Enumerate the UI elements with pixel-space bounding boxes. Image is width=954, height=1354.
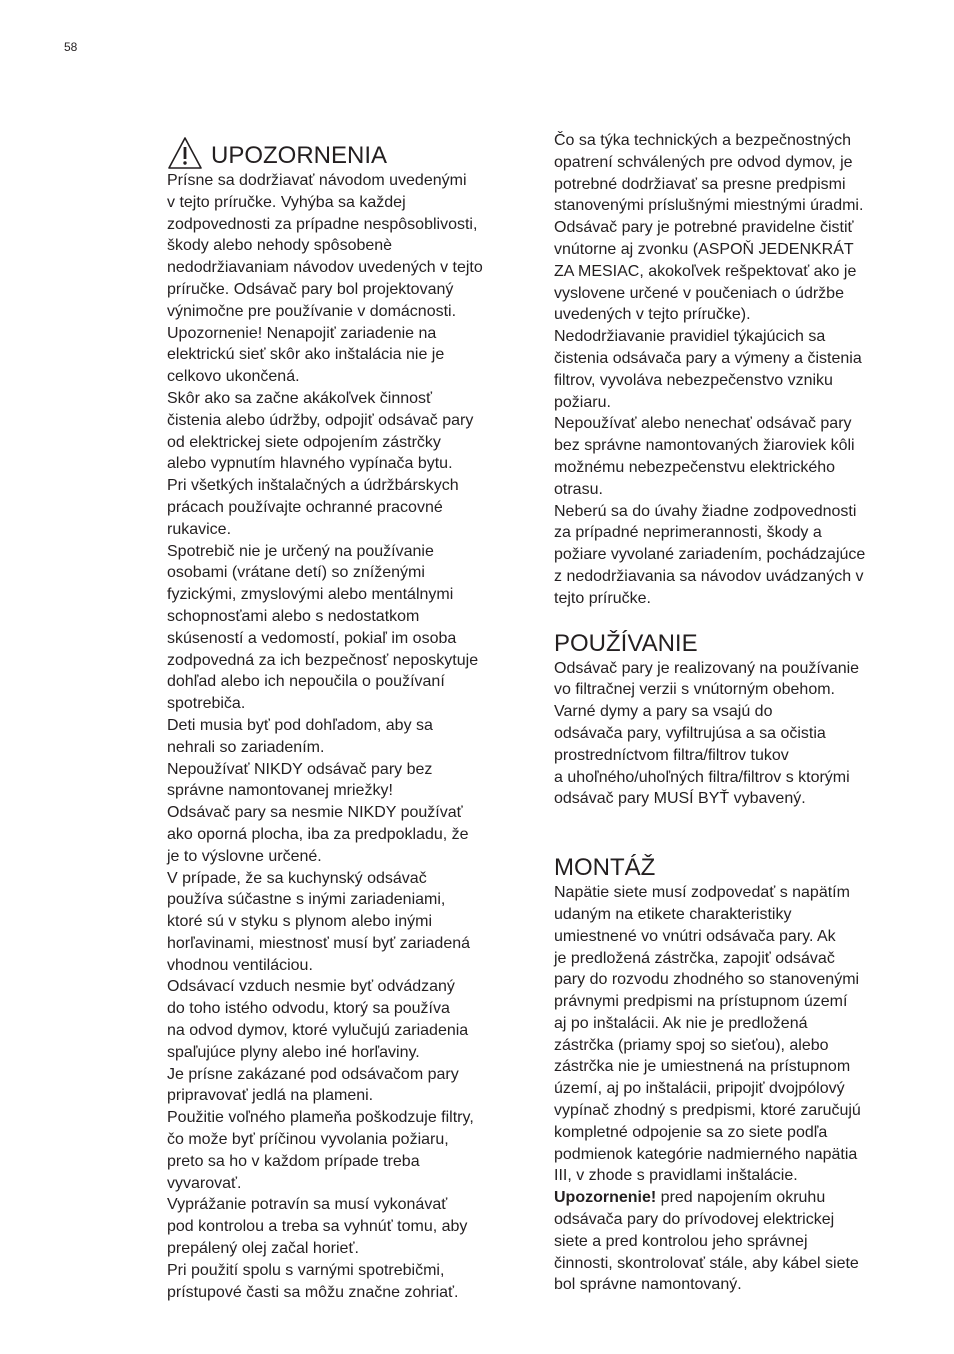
text-line: vypínač zhodný s predpismi, ktoré zaručujú [554,1102,861,1120]
text-line: tejto príručke. [554,589,651,607]
text-line: v tejto príručke. Vyhýba sa každej [167,193,406,211]
text-line: uvedených v tejto príručke). [554,306,751,324]
text-line: pripravovať jedlá na plameni. [167,1087,374,1105]
text-line: Prísne sa dodržiavať návodom uvedenými [167,172,467,189]
text-line: Neberú sa do úvahy žiadne zodpovednosti [554,502,857,520]
text-line: Čo sa týka technických a bezpečnostných [554,132,852,149]
text-line: čistenia alebo údržby, odpojiť odsávač pary [167,411,474,429]
text-line: dohľad alebo ich nepoučila o používaní [167,673,445,691]
text-line: siete a pred kontrolou jeho správnej [554,1232,808,1250]
usage-heading: POUŽÍVANIE [554,629,698,657]
text-line: odsávača pary, vyfiltrujúsa a sa očistia [554,724,826,742]
text-line: potrebné dodržiavať sa presne predpismi [554,175,846,193]
text-line: a uhoľného/uhoľných filtra/filtrov s ktorými [554,768,850,786]
text-line: nedodržiavaniam návodov uvedených v tejto [167,259,483,277]
text-line: odsávač pary MUSÍ BYŤ vybavený. [554,790,806,808]
text-line: Nepoužívať alebo nenechať odsávač pary [554,415,852,433]
text-line: opatrení schválených pre odvod dymov, je [554,153,853,171]
text-line: rukavice. [167,520,232,538]
text-line: preto sa ho v každom prípade treba [167,1152,420,1170]
text-line: požiaru. [554,393,611,411]
text-line: udaným na etikete charakteristiky [554,905,792,923]
text-line: vyvarovať. [167,1174,242,1192]
text-line: území, aj po inštalácii, pripojiť dvojpólový [554,1080,845,1098]
text-line: bez správne namontovaných žiaroviek kôli [554,437,855,455]
text-line: V prípade, že sa kuchynský odsávač [167,869,427,887]
text-line: Spotrebič nie je určený na používanie [167,542,434,560]
usage-section [554,630,914,811]
text-line: alebo vypnutím hlavného vypínača bytu. [167,455,453,473]
text-line: pary do rozvodu zhodného so stanovenými [554,971,860,989]
text-line: bol správne namontovaný. [554,1276,742,1294]
text-line: činnosti, skontrolovať stále, aby kábel siete [554,1254,859,1272]
safety-body [554,130,914,610]
usage-body [554,658,914,811]
text-line: celkovo ukončená. [167,368,300,386]
text-line: je to výslovne určené. [167,847,322,865]
text-line: Nepoužívať NIKDY odsávač pary bez [167,760,433,778]
text-line: čo može byť príčinou vyvolania požiaru, [167,1131,449,1149]
text-line: aj po inštalácii. Ak nie je predložená [554,1014,808,1032]
installation-heading: MONTÁŽ [554,854,656,882]
text-line: Napätie siete musí zodpovedať s napätím [554,884,850,902]
text-line: čistenia odsávača pary a výmeny a čistenia [554,349,862,367]
text-line: spaľujúce plyny alebo iné horľaviny. [167,1043,420,1061]
installation-body [554,882,914,1187]
text-line: ZA MESIAC, akokoľvek rešpektovať ako je [554,262,857,280]
text-line: vyslovene určené v poučeniach o údržbe [554,284,844,302]
warnings-heading: UPOZORNENIA [211,142,388,169]
text-line: z nedodržiavania sa návodov uvádzaných v [554,567,864,585]
right-column [554,130,914,1296]
text-line: používa súčastne s inými zariadeniami, [167,891,446,909]
text-line: Odsávač pary sa nesmie NIKDY používať [167,804,463,822]
text-line: na odvod dymov, ktoré vylučujú zariadenia [167,1022,469,1040]
text-line: za prípadné neprimerannosti, škody a [554,524,822,542]
text-line: požiare vyvolané zariadením, pochádzajúce [554,546,866,564]
text-line: zástrčka nie je umiestnená na prístupnom [554,1058,851,1076]
installation-warning-body [554,1209,914,1296]
text-line: Odsávací vzduch nesmie byť odvádzaný [167,978,455,996]
text-line: prepálený olej začal horieť. [167,1240,359,1258]
text-line: od elektrickej siete odpojením zástrčky [167,433,441,451]
installation-warning-bold: Upozornenie! [554,1189,657,1207]
text-line: kompletné odpojenie sa zo siete podľa [554,1123,828,1141]
text-line: príručke. Odsávač pary bol projektovaný [167,280,454,298]
text-line: zástrčka (priamy spoj so sieťou), alebo [554,1036,829,1054]
text-line: Odsávač pary je potrebné pravidelne čistiť [554,219,854,237]
warnings-heading-row [167,130,527,170]
text-line: Deti musia byť pod dohľadom, aby sa [167,716,433,734]
text-line: ktoré sú v styku s plynom alebo inými [167,913,432,931]
text-line: Pri použití spolu s varnými spotrebičmi, [167,1261,445,1279]
text-line: je predložená zástrčka, zapojiť odsávač [554,949,835,967]
text-line: zodpovednosti za prípadne nespôsoblivosti, [167,215,478,233]
text-line: Upozornenie! Nenapojiť zariadenie na [167,324,437,342]
text-line: Nedodržiavanie pravidiel týkajúcich sa [554,328,826,346]
installation-section [554,854,914,1296]
installation-warning-line [554,1187,914,1209]
text-line: Skôr ako sa začne akákoľvek činnosť [167,389,433,407]
text-line: schopnosťami alebo s nedostatkom [167,607,420,625]
text-line: prácach používajte ochranné pracovné [167,498,443,516]
text-line: Je prísne zakázané pod odsávačom pary [167,1065,459,1083]
text-line: stanovenými príslušnými miestnými úradmi. [554,197,864,215]
text-line: ako oporná plocha, iba za predpokladu, že [167,825,469,843]
text-line: zodpovedná za ich bezpečnosť neposkytuje [167,651,479,669]
text-line: Pri všetkých inštalačných a údržbárskych [167,477,459,495]
text-line: fyzickými, zmyslovými alebo mentálnymi [167,586,454,604]
text-line: podmienok kategórie nadmierného napätia [554,1145,858,1163]
text-line: odsávača pary do prívodovej elektrickej [554,1211,835,1229]
installation-warning-rest: pred napojením okruhu [656,1189,826,1207]
text-line: vo filtračnej verzii s vnútorným obehom. [554,681,835,699]
text-line: Odsávač pary je realizovaný na používanie [554,659,860,677]
text-line: osobami (vrátane detí) so zníženými [167,564,425,582]
text-line: škody alebo nehody spôsobenè [167,237,393,255]
text-line: filtrov, vyvoláva nebezpečenstvo vzniku [554,371,833,389]
text-line: Vyprážanie potravín sa musí vykonávať [167,1196,448,1214]
text-line: pod kontrolou a treba sa vyhnúť tomu, aby [167,1218,468,1236]
text-line: Použitie voľného plameňa poškodzuje filtry, [167,1109,474,1127]
text-line: výnimočne pre používanie v domácnosti. [167,302,457,320]
text-line: nehrali so zariadením. [167,738,325,756]
warnings-body [167,170,527,1303]
text-line: III, v zhode s pravidlami inštalácie. [554,1167,798,1185]
text-line: horľavinami, miestnosť musí byť zariadená [167,934,471,952]
text-line: skúseností a vedomostí, pokiaľ im osoba [167,629,457,647]
text-line: právnymi predpismi na prístupnom území [554,993,848,1011]
left-column [167,130,527,1303]
page-number: 58 [64,40,78,54]
text-line: vhodnou ventiláciou. [167,956,313,974]
warning-triangle-icon [167,136,203,170]
text-line: Varné dymy a pary sa vsajú do [554,703,773,721]
text-line: vnútorne aj zvonku (ASPOŇ JEDENKRÁT [554,240,854,258]
text-line: elektrickú sieť skôr ako inštalácia nie je [167,346,445,364]
text-line: spotrebiča. [167,695,246,713]
text-line: možnému nebezpečenstvu elektrického [554,458,836,476]
text-line: prostredníctvom filtra/filtrov tukov [554,746,789,764]
text-line: správne namontovanej mriežky! [167,782,393,800]
text-line: do toho istého odvodu, ktorý sa používa [167,1000,450,1018]
text-line: prístupové časti sa môžu značne zohriať. [167,1283,459,1301]
text-line: otrasu. [554,480,603,498]
text-line: umiestnené vo vnútri odsávača pary. Ak [554,927,836,945]
